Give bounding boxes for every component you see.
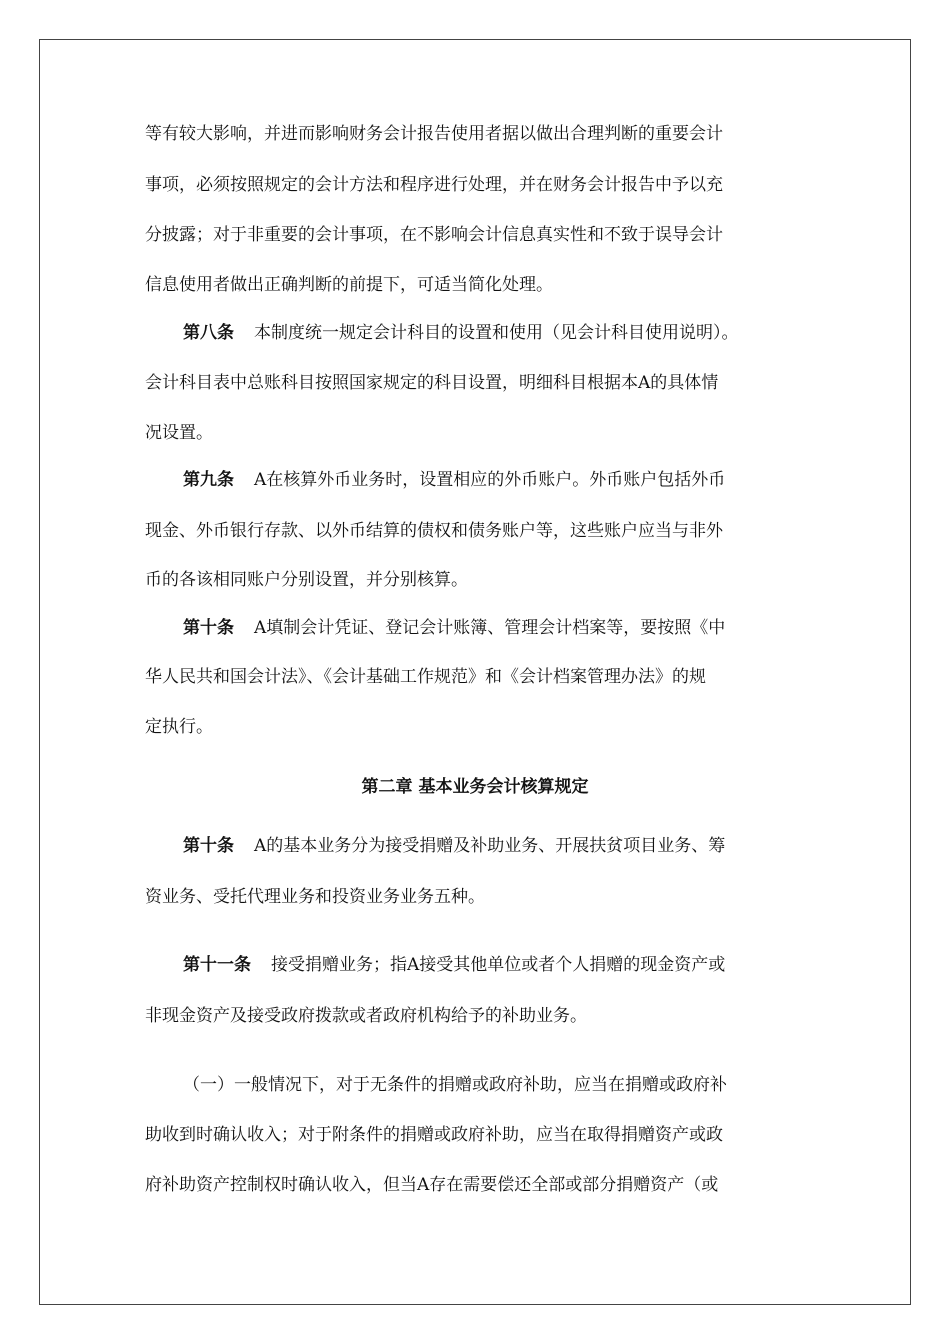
item-1-first-line: （一）一般情况下，对于无条件的捐赠或政府补助，应当在捐赠或政府补 [183, 1075, 727, 1095]
paragraph-line: 分披露；对于非重要的会计事项，在不影响会计信息真实性和不致于误导会计 [145, 225, 723, 245]
article-10b-text: A的基本业务分为接受捐赠及补助业务、开展扶贫项目业务、筹 [254, 836, 726, 856]
article-10-text: A填制会计凭证、登记会计账簿、管理会计档案等，要按照《中 [254, 618, 726, 638]
paragraph-line: 府补助资产控制权时确认收入，但当A存在需要偿还全部或部分捐赠资产（或 [145, 1175, 719, 1195]
paragraph-line: 非现金资产及接受政府拨款或者政府机构给予的补助业务。 [145, 1006, 587, 1026]
article-9-label: 第九条 [183, 470, 234, 490]
article-8-first-line [183, 322, 739, 344]
paragraph-line: 助收到时确认收入；对于附条件的捐赠或政府补助，应当在取得捐赠资产或政 [145, 1125, 723, 1145]
article-11-label: 第十一条 [183, 955, 251, 975]
chapter-heading: 第二章 基本业务会计核算规定 [361, 777, 589, 797]
paragraph-line: 况设置。 [145, 423, 213, 443]
paragraph-line: 等有较大影响，并进而影响财务会计报告使用者据以做出合理判断的重要会计 [145, 124, 723, 144]
paragraph-line: 定执行。 [145, 717, 213, 737]
article-9-text: A在核算外币业务时，设置相应的外币账户。外币账户包括外币 [254, 470, 726, 490]
article-10-first-line [183, 617, 725, 639]
paragraph-line: 现金、外币银行存款、以外币结算的债权和债务账户等，这些账户应当与非外 [145, 521, 723, 541]
article-9-first-line [183, 469, 725, 491]
paragraph-line: 资业务、受托代理业务和投资业务业务五种。 [145, 887, 485, 907]
article-10-label: 第十条 [183, 618, 234, 638]
paragraph-line: 会计科目表中总账科目按照国家规定的科目设置，明细科目根据本A的具体情 [145, 373, 719, 393]
article-8-text: 本制度统一规定会计科目的设置和使用（见会计科目使用说明）。 [254, 323, 739, 343]
article-11-text: 接受捐赠业务；指A接受其他单位或者个人捐赠的现金资产或 [271, 955, 726, 975]
paragraph-line: 币的各该相同账户分别设置，并分别核算。 [145, 570, 468, 590]
paragraph-line: 信息使用者做出正确判断的前提下，可适当简化处理。 [145, 275, 553, 295]
article-11-first-line [183, 954, 725, 976]
article-10b-label: 第十条 [183, 836, 234, 856]
paragraph-line: 事项，必须按照规定的会计方法和程序进行处理，并在财务会计报告中予以充 [145, 175, 723, 195]
article-8-label: 第八条 [183, 323, 234, 343]
article-10b-first-line [183, 835, 725, 857]
paragraph-line: 华人民共和国会计法》、《会计基础工作规范》和《会计档案管理办法》的规 [145, 667, 706, 687]
